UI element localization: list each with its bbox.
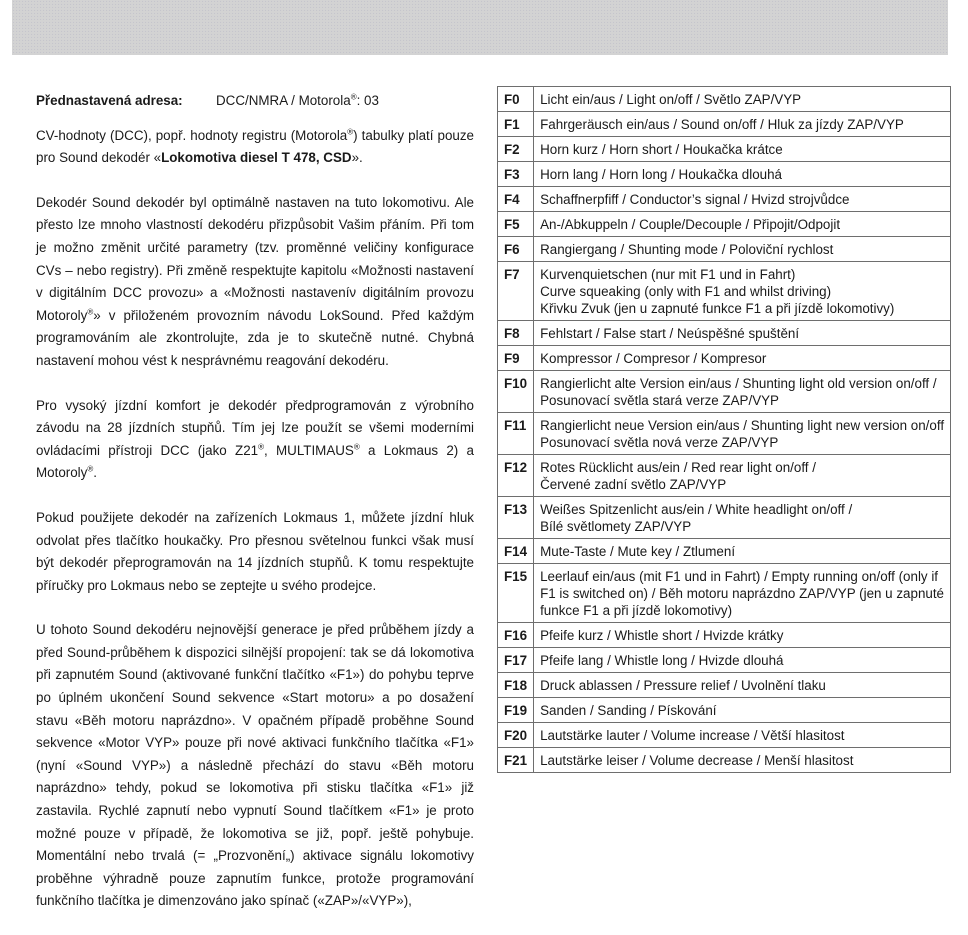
function-description [534,237,951,262]
function-description-line: Leerlauf ein/aus (mit F1 und in Fahrt) / Empty running on/off (only if [540,569,939,584]
function-description-line: Rangierlicht alte Version ein/aus / Shunting light old version on/off / [540,376,937,391]
function-key: F21 [498,748,534,773]
text: ) tabulky platí pouze pro Sound dekodér « [36,127,475,166]
function-description-line: Mute-Taste / Mute key / Ztlumení [540,544,736,559]
function-key: F3 [498,162,534,187]
function-description-line: Druck ablassen / Pressure relief / Uvolnění tlaku [540,678,826,693]
function-description [534,723,951,748]
text: Dekodér Sound dekodér byl optimálně nastaven na tuto lokomotivu. Ale přesto lze mnoho vlastností dekodéru přizpůsobit Vašim přáním. Při tom je možno změnit určité parametry (tzv. proměnné veličiny konfigurace CVs – nebo registry). Při změně respektujte kapitolu «Možnosti nastavení v digitálním DCC provozu» a «Možnosti nastaveníν digitálním provozu Motoroly [36,194,474,323]
paragraph-sound-sequence: U tohoto Sound dekodéru nejnovější generace je před průběhem jízdy a před Sound-průběhem k dispozici silnější propojení: tak se dá lokomotiva při zapnutém Sound (aktivované funkční tlačítko «F1») do pohybu teprve po úplném ukončení Sound sekvence «Start motoru» a po dosažení stavu «Běh motoru naprázdno». V opačném případě proběhne Sound sekvence «Motor VYP» pouze při nové aktivaci funkčního tlačítka «F1» (nyní «Sound VYP») a následně přechází do stavu «Běh motoru naprázdno» tehdy, pokud se lokomotiva při stisku tlačítka «F1» již zastavila. Rychlé zapnutí nebo vypnutí Sound tlačítkem «F1» je proto možné pouze v případě, že lokomotiva se již, popř. ještě pohybuje. Momentální nebo trvalá (= „Prozvonění„) aktivace signálu lokomotivy proběhne výhradně pouze zapnutím funkce, protože programování funkčního tlačítka je dimenzováno jako spínač («ZAP»/«VYP»), [36,622,474,909]
function-description [534,413,951,455]
product-name: Lokomotiva diesel T 478, CSD [161,150,352,166]
function-key: F14 [498,539,534,564]
function-description-line: Pfeife lang / Whistle long / Hvizde dlouhá [540,653,784,668]
function-key: F20 [498,723,534,748]
function-row-f2 [498,137,951,162]
paragraph-cv-values [36,125,474,170]
function-row-f8 [498,321,951,346]
function-row-f9 [498,346,951,371]
function-description-line: Fahrgeräusch ein/aus / Sound on/off / Hluk za jízdy ZAP/VYP [540,117,904,132]
function-key: F8 [498,321,534,346]
function-key: F17 [498,648,534,673]
address-value-suffix: : 03 [356,93,379,108]
description-column [36,90,474,935]
function-row-f18 [498,673,951,698]
preset-address [36,90,474,113]
function-row-f15 [498,564,951,623]
function-key: F19 [498,698,534,723]
function-row-f16 [498,623,951,648]
function-key: F1 [498,112,534,137]
function-description [534,648,951,673]
function-description [534,346,951,371]
function-description [534,321,951,346]
function-description [534,455,951,497]
registered-mark: ® [258,442,264,452]
function-row-f21 [498,748,951,773]
function-description-line: Posunovací světla stará verze ZAP/VYP [540,393,779,408]
function-description [534,748,951,773]
function-description-line: Rangiergang / Shunting mode / Poloviční rychlost [540,242,834,257]
function-description-line: Kompressor / Compresor / Kompresor [540,351,767,366]
function-description-line: Rotes Rücklicht aus/ein / Red rear light on/off / [540,460,816,475]
function-description-line: Horn lang / Horn long / Houkačka dlouhá [540,167,782,182]
function-key-table-body [498,87,951,773]
function-description [534,673,951,698]
paragraph-decoder-settings [36,192,474,373]
text: . [93,465,97,481]
function-description [534,87,951,112]
address-value-prefix: DCC/NMRA / Motorola [216,93,351,108]
function-key: F18 [498,673,534,698]
function-description [534,212,951,237]
function-description [534,262,951,321]
function-description-line: Horn kurz / Horn short / Houkačka krátce [540,142,783,157]
function-description-line: Kurvenquietschen (nur mit F1 und in Fahrt) [540,267,796,282]
registered-mark: ® [87,307,94,317]
registered-mark: ® [347,127,354,137]
function-key: F10 [498,371,534,413]
function-description-line: Licht ein/aus / Light on/off / Světlo ZAP/VYP [540,92,802,107]
function-key: F6 [498,237,534,262]
function-description [534,539,951,564]
function-row-f10 [498,371,951,413]
function-description-line: Curve squeaking (only with F1 and whilst driving) [540,284,832,299]
function-description-line: An-/Abkuppeln / Couple/Decouple / Připojit/Odpojit [540,217,841,232]
function-description-line: Červené zadní světlo ZAP/VYP [540,477,727,492]
paragraph-lokmaus: Pokud použijete dekodér na zařízeních Lokmaus 1, můžete jízdní hluk odvolat přes tlačítko houkačky. Pro přesnou světelnou funkci však musí být dekodér přeprogramován na 14 jízdních stupňů. K tomu respektujte příručky pro Lokmaus nebo se zeptejte u svého prodejce. [36,509,474,593]
function-description-line: Weißes Spitzenlicht aus/ein / White headlight on/off / [540,502,853,517]
function-description-line: Lautstärke lauter / Volume increase / Větší hlasitost [540,728,845,743]
function-description-line: Lautstärke leiser / Volume decrease / Menší hlasitost [540,753,854,768]
function-row-f5 [498,212,951,237]
function-row-f7 [498,262,951,321]
function-description [534,623,951,648]
function-description-line: Sanden / Sanding / Pískování [540,703,717,718]
text: Pro vysoký jízdní komfort je dekodér předprogramován z výrobního závodu na 28 jízdních stupňů. Tím jej lze použít se všemi moderními ovládacími přístroji DCC (jako Z21 [36,397,474,458]
function-row-f12 [498,455,951,497]
function-row-f4 [498,187,951,212]
text: , MULTIMAUS [264,442,354,458]
function-description [534,162,951,187]
function-description [534,698,951,723]
function-description-line: Pfeife kurz / Whistle short / Hvizde krátky [540,628,784,643]
text: CV-hodnoty (DCC), popř. hodnoty registru (Motorola [36,127,348,143]
function-key: F13 [498,497,534,539]
function-description-line: Fehlstart / False start / Neúspěšné spuštění [540,326,800,341]
function-description-line: Rangierlicht neue Version ein/aus / Shunting light new version on/off [540,418,945,433]
function-description-line: Bílé světlomety ZAP/VYP [540,519,692,534]
address-label: Přednastavená adresa: [36,93,183,108]
function-description-line: funkce F1 a při jízdě lokomotivy) [540,603,733,618]
function-description [534,187,951,212]
function-row-f14 [498,539,951,564]
function-row-f19 [498,698,951,723]
function-row-f20 [498,723,951,748]
header-band [12,0,948,55]
text: ». [351,150,363,166]
function-key-table [497,86,951,773]
function-description-line: Posunovací světla nová verze ZAP/VYP [540,435,779,450]
function-row-f13 [498,497,951,539]
function-description-line: Křivku Zvuk (jen u zapnuté funkce F1 a při jízdě lokomotivy) [540,301,895,316]
function-key: F16 [498,623,534,648]
function-key: F7 [498,262,534,321]
function-key: F5 [498,212,534,237]
address-value [216,90,379,113]
function-description [534,497,951,539]
function-description [534,371,951,413]
function-key: F9 [498,346,534,371]
function-row-f0 [498,87,951,112]
registered-mark: ® [350,92,357,102]
function-description-line: Schaffnerpfiff / Conductor’s signal / Hvizd strojvůdce [540,192,850,207]
function-key: F4 [498,187,534,212]
registered-mark: ® [87,464,94,474]
function-row-f11 [498,413,951,455]
registered-mark: ® [353,442,360,452]
function-description-line: F1 is switched on) / Běh motoru naprázdno ZAP/VYP (jen u zapnuté [540,586,945,601]
function-description [534,112,951,137]
paragraph-speed-steps [36,395,474,485]
function-key: F2 [498,137,534,162]
function-row-f1 [498,112,951,137]
function-key: F0 [498,87,534,112]
function-key: F12 [498,455,534,497]
function-description [534,137,951,162]
function-description [534,564,951,623]
text: » v přiloženém provozním návodu LokSound. Před každým programováním ale zkontrolujte, zda je to skutečně nutné. Chybná nastavení mohou vést k nesprávnému reagování dekodéru. [36,307,474,368]
function-key: F11 [498,413,534,455]
function-row-f3 [498,162,951,187]
function-row-f6 [498,237,951,262]
function-row-f17 [498,648,951,673]
function-key: F15 [498,564,534,623]
text: a Lokmaus 2) a Motoroly [36,442,474,481]
